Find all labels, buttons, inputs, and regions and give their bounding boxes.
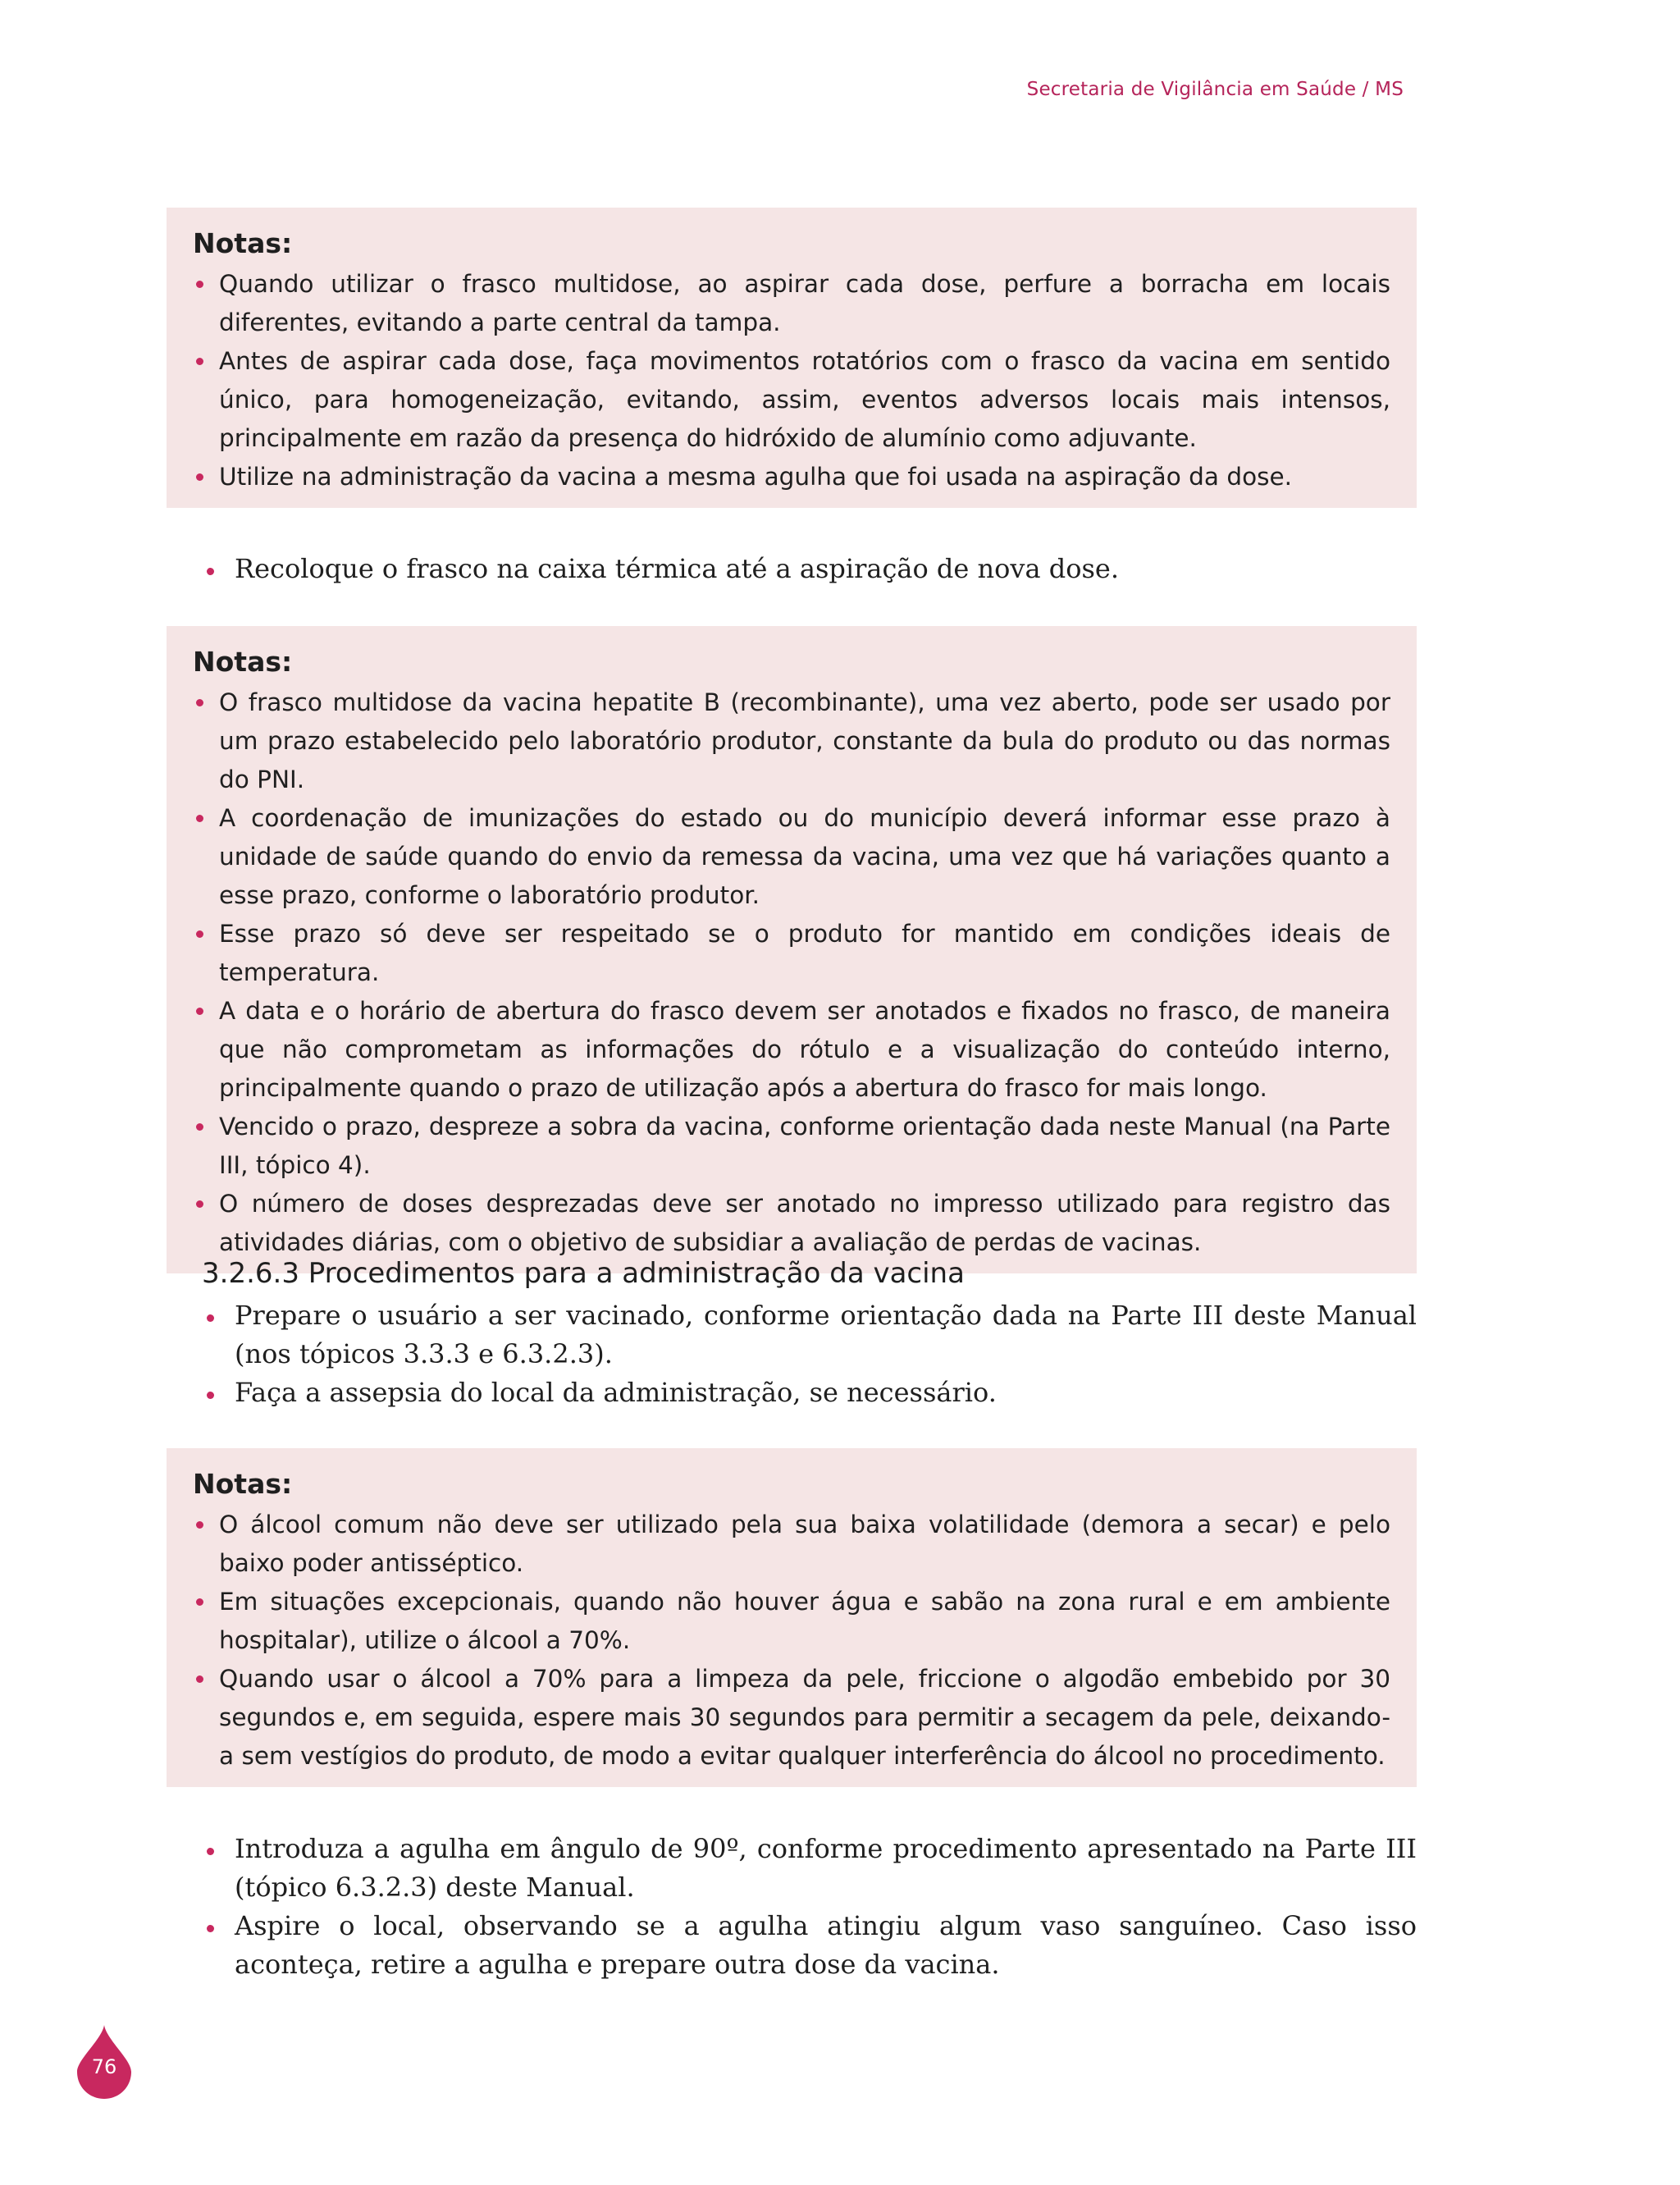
note-item: Quando usar o álcool a 70% para a limpeza da pele, friccione o algodão embebido por 30 segundos e, em seguida, espere mais 30 segundos para permitir a secagem da pele, deixando-a sem vestígios do produto, de modo a evitar qualquer interferência do álcool no procedimento. xyxy=(193,1660,1390,1776)
note-list xyxy=(193,683,1390,1262)
note-item: Vencido o prazo, despreze a sobra da vacina, conforme orientação dada neste Manual (na Parte III, tópico 4). xyxy=(193,1108,1390,1185)
note-item: Antes de aspirar cada dose, faça movimentos rotatórios com o frasco da vacina em sentido único, para homogeneização, evitando, assim, eventos adversos locais mais intensos, principalmente em razão da presença do hidróxido de alumínio como adjuvante. xyxy=(193,342,1390,458)
page-number: 76 xyxy=(91,2055,117,2078)
running-header: Secretaria de Vigilância em Saúde / MS xyxy=(1026,79,1404,100)
note-item: Quando utilizar o frasco multidose, ao aspirar cada dose, perfure a borracha em locais diferentes, evitando a parte central da tampa. xyxy=(193,265,1390,342)
note-item: Em situações excepcionais, quando não houver água e sabão na zona rural e em ambiente hospitalar), utilize o álcool a 70%. xyxy=(193,1583,1390,1660)
note-item: A coordenação de imunizações do estado ou do município deverá informar esse prazo à unidade de saúde quando do envio da remessa da vacina, uma vez que há variações quanto a esse prazo, conforme o laboratório produtor. xyxy=(193,799,1390,915)
note-list xyxy=(193,265,1390,496)
note-box-2 xyxy=(167,626,1417,1273)
body-list-1 xyxy=(203,550,1417,588)
note-title: Notas: xyxy=(193,227,293,259)
note-item: O número de doses desprezadas deve ser anotado no impresso utilizado para registro das atividades diárias, com o objetivo de subsidiar a avaliação de perdas de vacinas. xyxy=(193,1185,1390,1262)
note-box-3 xyxy=(167,1448,1417,1787)
section-heading: 3.2.6.3 Procedimentos para a administração da vacina xyxy=(202,1257,965,1290)
note-item: Utilize na administração da vacina a mesma agulha que foi usada na aspiração da dose. xyxy=(193,458,1390,496)
body-item: Recoloque o frasco na caixa térmica até a aspiração de nova dose. xyxy=(203,550,1417,588)
note-item: O álcool comum não deve ser utilizado pela sua baixa volatilidade (demora a secar) e pelo baixo poder antisséptico. xyxy=(193,1506,1390,1583)
note-item: Esse prazo só deve ser respeitado se o produto for mantido em condições ideais de temperatura. xyxy=(193,915,1390,992)
body-list-3 xyxy=(203,1830,1417,1984)
note-title: Notas: xyxy=(193,1468,293,1500)
body-item: Prepare o usuário a ser vacinado, conforme orientação dada na Parte III deste Manual (nos tópicos 3.3.3 e 6.3.2.3). xyxy=(203,1296,1417,1374)
note-title: Notas: xyxy=(193,646,293,678)
body-item: Faça a assepsia do local da administração, se necessário. xyxy=(203,1374,1417,1412)
body-list-2 xyxy=(203,1296,1417,1412)
note-box-1 xyxy=(167,208,1417,508)
note-item: O frasco multidose da vacina hepatite B (recombinante), uma vez aberto, pode ser usado por um prazo estabelecido pelo laboratório produtor, constante da bula do produto ou das normas do PNI. xyxy=(193,683,1390,799)
body-item: Aspire o local, observando se a agulha atingiu algum vaso sanguíneo. Caso isso aconteça, retire a agulha e prepare outra dose da vacina. xyxy=(203,1907,1417,1984)
body-item: Introduza a agulha em ângulo de 90º, conforme procedimento apresentado na Parte III (tópico 6.3.2.3) deste Manual. xyxy=(203,1830,1417,1907)
note-list xyxy=(193,1506,1390,1776)
note-item: A data e o horário de abertura do frasco devem ser anotados e fixados no frasco, de maneira que não comprometam as informações do rótulo e a visualização do conteúdo interno, principalmente quando o prazo de utilização após a abertura do frasco for mais longo. xyxy=(193,992,1390,1108)
